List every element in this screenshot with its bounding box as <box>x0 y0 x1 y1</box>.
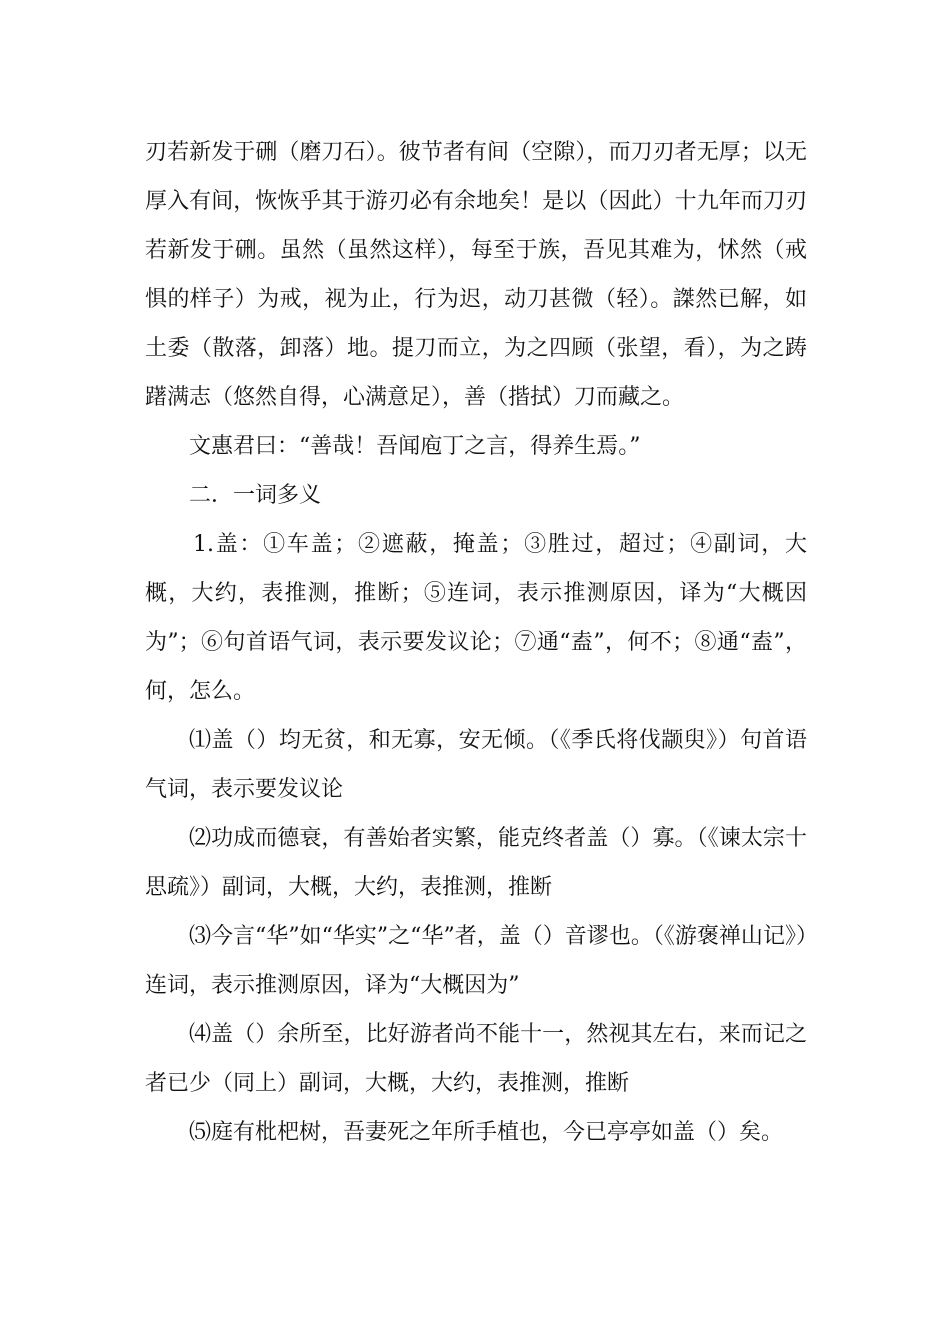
example-item-5: ⑸庭有枇杷树，吾妻死之年所手植也，今已亭亭如盖（）矣。 <box>189 1120 784 1145</box>
example-item-3: ⑶今言“华”如“华实”之“华”者，盖（）音谬也。（《游褒禅山记》）连词，表示推测原因，译为“大概因为” <box>145 924 807 998</box>
document-body <box>145 128 807 1157</box>
paragraph-gai-definitions: 1.盖：①车盖；②遮蔽，掩盖；③胜过，超过；④副词，大概，大约，表推测，推断；⑤连词，表示推测原因，译为“大概因为”；⑥句首语气词，表示要发议论；⑦通“盍”，何不；⑧通“盍”，何，怎么。 <box>145 532 807 704</box>
paragraph-paoding-text: 刃若新发于硎（磨刀石）。彼节者有间（空隙），而刀刃者无厚；以无厚入有间，恢恢乎其于游刃必有余地矣！是以（因此）十九年而刀刃若新发于硎。虽然（虽然这样），每至于族，吾见其难为，怵然（戒惧的样子）为戒，视为止，行为迟，动刀甚微（轻）。謋然已解，如土委（散落，卸落）地。提刀而立，为之四顾（张望，看），为之踌躇满志（悠然自得，心满意足），善（揩拭）刀而藏之。 <box>145 140 807 410</box>
example-item-4: ⑷盖（）余所至，比好游者尚不能十一，然视其左右，来而记之者已少（同上）副词，大概，大约，表推测，推断 <box>145 1022 807 1096</box>
paragraph-wenhuijun-quote: 文惠君曰：“善哉！吾闻庖丁之言，得养生焉。” <box>189 434 641 459</box>
example-item-2: ⑵功成而德衰，有善始者实繁，能克终者盖（）寡。（《谏太宗十思疏》）副词，大概，大约，表推测，推断 <box>145 826 807 900</box>
section-heading-polysemy: 二．一词多义 <box>189 483 322 508</box>
example-item-1: ⑴盖（）均无贫，和无寡，安无倾。（《季氏将伐颛臾》）句首语气词，表示要发议论 <box>145 728 807 802</box>
